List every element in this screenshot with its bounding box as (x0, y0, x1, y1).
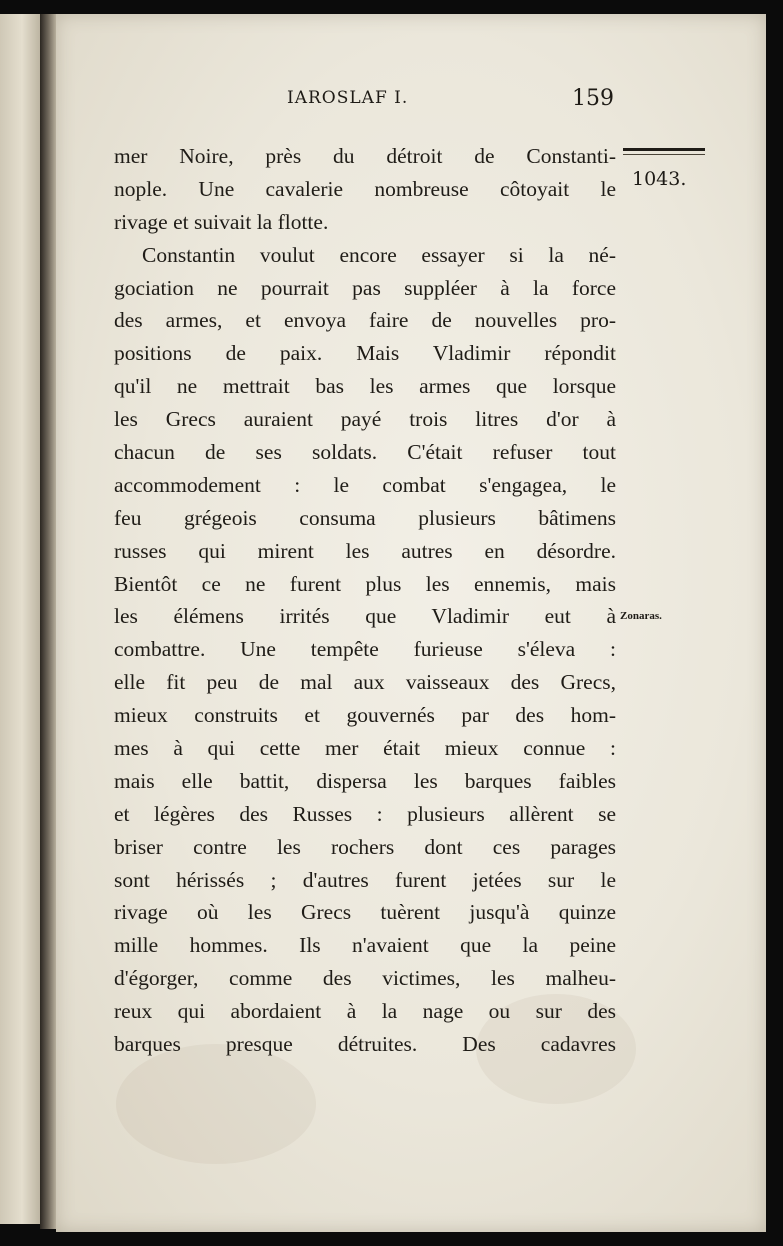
text-line: briser contre les rochers dont ces parages (114, 834, 616, 859)
text-line: barques presque détruites. Des cadavres (114, 1032, 616, 1057)
text-line: Bientôt ce ne furent plus les ennemis, mais (114, 571, 616, 596)
margin-rule (623, 148, 705, 151)
text-line: des armes, et envoya faire de nouvelles pro- (114, 308, 616, 333)
margin-rule (623, 154, 705, 155)
body-text (114, 140, 616, 1061)
paper-stain (116, 1044, 316, 1164)
text-line: mieux construits et gouvernés par des hom- (114, 703, 616, 728)
margin-year-note: 1043. (632, 168, 687, 190)
text-line: mer Noire, près du détroit de Constanti- (114, 144, 616, 168)
text-line: feu grégeois consuma plusieurs bâtimens (114, 505, 616, 530)
text-line: reux qui abordaient à la nage ou sur des (114, 999, 616, 1024)
text-line: elle fit peu de mal aux vaisseaux des Grecs, (114, 670, 616, 695)
text-line: mille hommes. Ils n'avaient que la peine (114, 933, 616, 958)
text-line: et légères des Russes : plusieurs allèrent se (114, 801, 616, 826)
text-line: russes qui mirent les autres en désordre. (114, 538, 616, 563)
margin-source-note: Zonaras. (620, 610, 662, 622)
text-line: d'égorger, comme des victimes, les malheu- (114, 966, 616, 991)
text-line: les élémens irrités que Vladimir eut à (114, 604, 616, 629)
text-line: mais elle battit, dispersa les barques faibles (114, 768, 616, 793)
text-line: qu'il ne mettrait bas les armes que lorsque (114, 374, 616, 399)
text-line: positions de paix. Mais Vladimir répondit (114, 341, 616, 366)
text-line: combattre. Une tempête furieuse s'éleva : (114, 637, 616, 662)
text-line: les Grecs auraient payé trois litres d'or à (114, 407, 616, 432)
text-line: Constantin voulut encore essayer si la né- (142, 242, 616, 267)
text-line: accommodement : le combat s'engagea, le (114, 472, 616, 497)
facing-page-edge (0, 14, 42, 1224)
text-line: rivage où les Grecs tuèrent jusqu'à quinze (114, 900, 616, 925)
text-line: mes à qui cette mer était mieux connue : (114, 736, 616, 761)
text-line: chacun de ses soldats. C'était refuser tout (114, 440, 616, 465)
running-head: IAROSLAF I. (287, 88, 409, 108)
text-line: gociation ne pourrait pas suppléer à la force (114, 275, 616, 300)
page-number: 159 (572, 86, 614, 111)
text-line: rivage et suivait la flotte. (114, 209, 329, 234)
text-line: nople. Une cavalerie nombreuse côtoyait le (114, 176, 616, 201)
text-line: sont hérissés ; d'autres furent jetées sur le (114, 867, 616, 892)
